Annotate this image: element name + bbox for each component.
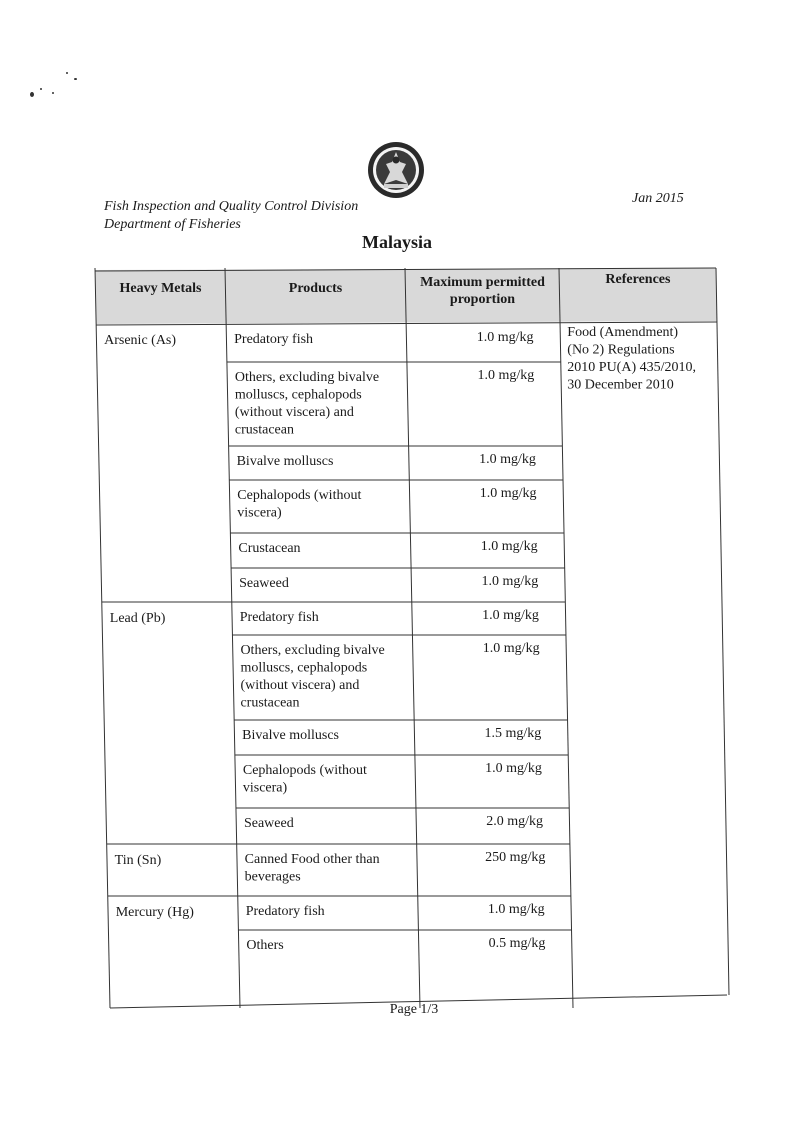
max-limit-value: 1.0 mg/kg: [482, 641, 540, 656]
product-name: Others, excluding bivalve: [234, 370, 380, 385]
reference-text: (No 2) Regulations: [567, 342, 675, 358]
metal-name: Mercury (Hg): [115, 905, 194, 920]
metal-name: Tin (Sn): [114, 853, 162, 868]
product-name: (without viscera) and: [240, 678, 360, 693]
product-name: Bivalve molluscs: [236, 454, 334, 469]
table-column-line: [405, 268, 420, 1008]
product-name: Others, excluding bivalve: [240, 643, 385, 658]
product-name: Cephalopods (without: [242, 763, 367, 778]
product-name: Seaweed: [239, 576, 289, 591]
header-references: References: [605, 272, 671, 287]
reference-text: 30 December 2010: [567, 377, 674, 393]
reference-text: 2010 PU(A) 435/2010,: [567, 360, 697, 375]
max-limit-value: 2.0 mg/kg: [486, 814, 543, 829]
page-title: Malaysia: [362, 232, 432, 252]
product-name: Crustacean: [238, 541, 301, 556]
scan-speck: [52, 92, 54, 94]
max-limit-value: 1.0 mg/kg: [481, 574, 539, 589]
max-limit-value: 1.0 mg/kg: [487, 902, 545, 917]
max-limit-value: 250 mg/kg: [485, 850, 546, 865]
header-max-permitted: Maximum permitted: [420, 275, 545, 290]
product-name: Predatory fish: [234, 332, 314, 347]
product-name: viscera): [242, 780, 288, 796]
scan-speck: [40, 88, 42, 90]
scan-speck: [66, 72, 68, 74]
product-name: beverages: [244, 869, 301, 885]
max-limit-value: 1.0 mg/kg: [480, 539, 538, 554]
max-limit-value: 1.0 mg/kg: [479, 486, 537, 501]
metal-name: Lead (Pb): [109, 611, 166, 626]
max-limit-value: 1.0 mg/kg: [476, 330, 534, 345]
scan-speck: [74, 78, 77, 80]
division-name: Fish Inspection and Quality Control Division: [104, 199, 359, 214]
reference-text: Food (Amendment): [567, 325, 679, 340]
metal-name: Arsenic (As): [104, 333, 177, 348]
header-products: Products: [288, 281, 343, 296]
page-number: Page 1/3: [389, 1002, 439, 1017]
max-limit-value: 1.0 mg/kg: [479, 452, 536, 467]
product-name: viscera): [237, 505, 282, 521]
scan-speck: [30, 92, 34, 97]
department-name: Department of Fisheries: [104, 217, 241, 232]
table-column-line: [95, 268, 110, 1008]
product-name: Canned Food other than: [244, 852, 380, 867]
max-limit-value: 1.5 mg/kg: [484, 726, 542, 741]
product-name: molluscs, cephalopods: [240, 660, 368, 676]
header-max-permitted: proportion: [449, 292, 516, 307]
product-name: Predatory fish: [239, 610, 319, 625]
product-name: Others: [246, 938, 284, 953]
max-limit-value: 1.0 mg/kg: [485, 761, 542, 776]
max-limit-value: 1.0 mg/kg: [482, 608, 539, 623]
product-name: Cephalopods (without: [237, 488, 362, 503]
header-heavy-metals: Heavy Metals: [119, 281, 202, 296]
product-name: (without viscera) and: [234, 405, 354, 420]
product-name: Predatory fish: [245, 904, 325, 919]
product-name: Bivalve molluscs: [242, 728, 339, 743]
table-column-line: [716, 268, 729, 995]
product-name: Seaweed: [243, 816, 294, 831]
max-limit-value: 1.0 mg/kg: [477, 368, 535, 383]
product-name: molluscs, cephalopods: [234, 387, 362, 403]
product-name: crustacean: [240, 695, 300, 711]
document-date: Jan 2015: [632, 191, 684, 206]
product-name: crustacean: [234, 422, 294, 438]
max-limit-value: 0.5 mg/kg: [488, 936, 546, 951]
